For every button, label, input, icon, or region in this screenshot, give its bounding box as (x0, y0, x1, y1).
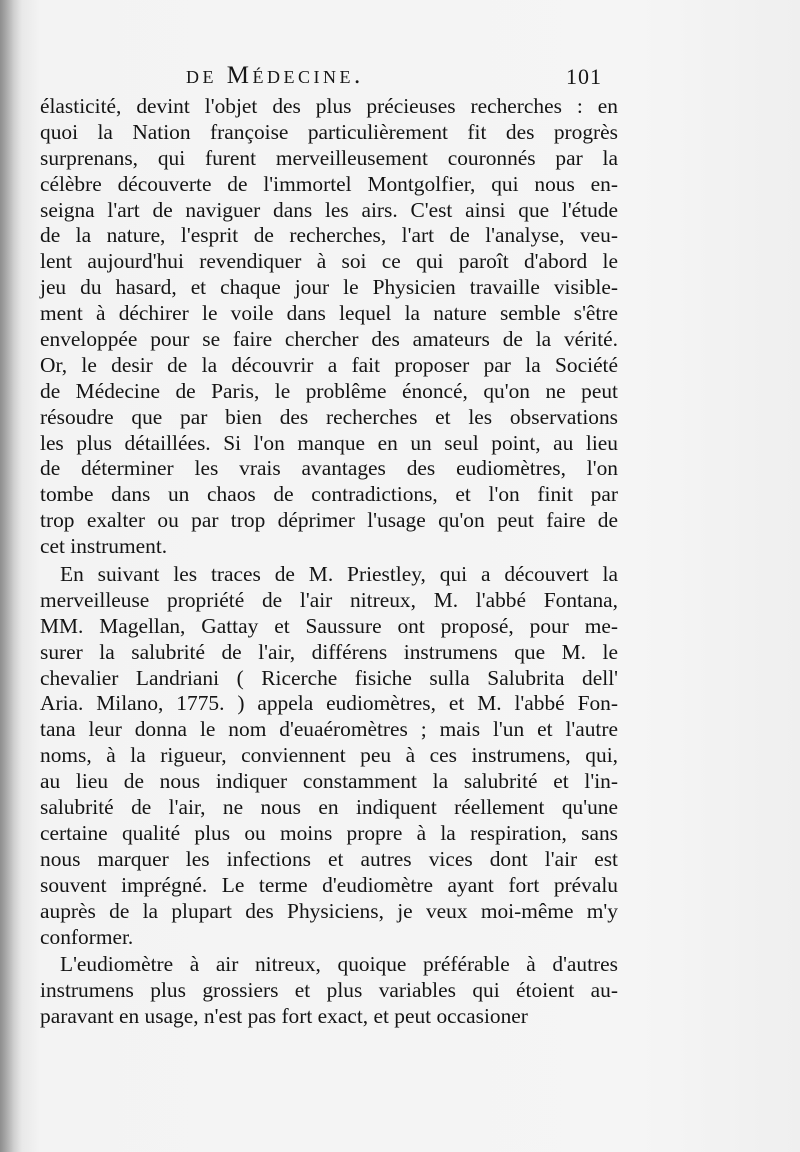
text-line: Or, le desir de la découvrir a fait proposer par la Société (40, 352, 618, 377)
paragraph (40, 94, 618, 560)
text-line: cet instrument. (40, 534, 168, 559)
text-line: enveloppée pour se faire chercher des amateurs de la vérité. (40, 327, 618, 352)
text-line: quoi la Nation françoise particulièrement fit des progrès (40, 119, 618, 144)
text-line: tombe dans un chaos de contradictions, et l'on finit par (40, 482, 618, 507)
text-line: lent aujourd'hui revendiquer à soi ce qui paroît d'abord le (40, 249, 618, 274)
text-line: surer la salubrité de l'air, différens instrumens que M. le (40, 639, 618, 664)
text-line: ment à déchirer le voile dans lequel la nature semble s'être (40, 301, 618, 326)
text-line: trop exalter ou par trop déprimer l'usage qu'on peut faire de (40, 508, 618, 533)
text-line: merveilleuse propriété de l'air nitreux, M. l'abbé Fontana, (40, 587, 618, 612)
text-line: souvent imprégné. Le terme d'eudiomètre ayant fort prévalu (40, 872, 618, 897)
text-line: En suivant les traces de M. Priestley, qui a découvert la (60, 562, 618, 587)
paragraph (40, 952, 618, 1030)
text-line: instrumens plus grossiers et plus variables qui étoient au- (40, 978, 618, 1003)
text-line: élasticité, devint l'objet des plus précieuses recherches : en (40, 94, 618, 118)
text-line: nous marquer les infections et autres vices dont l'air est (40, 846, 618, 871)
text-line: les plus détaillées. Si l'on manque en un seul point, au lieu (40, 430, 618, 455)
running-title: de Médecine. (186, 62, 364, 89)
text-line: noms, à la rigueur, conviennent peu à ces instrumens, qui, (40, 743, 618, 768)
text-line: L'eudiomètre à air nitreux, quoique préférable à d'autres (60, 952, 618, 977)
page-header (150, 60, 600, 94)
text-line: célèbre découverte de l'immortel Montgolfier, qui nous en- (40, 171, 618, 196)
text-line: paravant en usage, n'est pas fort exact, et peut occasioner (40, 1004, 528, 1029)
text-line: seigna l'art de naviguer dans les airs. C'est ainsi que l'étude (40, 197, 618, 222)
text-line: jeu du hasard, et chaque jour le Physicien travaille visible- (40, 275, 618, 300)
text-line: auprès de la plupart des Physiciens, je veux moi-même m'y (40, 898, 618, 923)
text-line: de la nature, l'esprit de recherches, l'art de l'analyse, veu- (40, 223, 618, 248)
text-line: au lieu de nous indiquer constamment la salubrité et l'in- (40, 769, 618, 794)
text-line: surprenans, qui furent merveilleusement couronnés par la (40, 145, 618, 170)
text-line: Aria. Milano, 1775. ) appela eudiomètres, et M. l'abbé Fon- (40, 691, 618, 716)
text-line: tana leur donna le nom d'euaéromètres ; mais l'un et l'autre (40, 717, 618, 742)
text-line: certaine qualité plus ou moins propre à la respiration, sans (40, 820, 618, 845)
text-line: résoudre que par bien des recherches et les observations (40, 404, 618, 429)
body-text (40, 94, 618, 1030)
text-line: MM. Magellan, Gattay et Saussure ont proposé, pour me- (40, 613, 618, 638)
text-line: conformer. (40, 924, 134, 949)
text-line: de Médecine de Paris, le problême énoncé, qu'on ne peut (40, 378, 618, 403)
text-line: de déterminer les vrais avantages des eudiomètres, l'on (40, 456, 618, 481)
text-line: chevalier Landriani ( Ricerche fisiche sulla Salubrita dell' (40, 665, 618, 690)
paragraph (40, 562, 618, 950)
page-number: 101 (566, 64, 602, 89)
text-line: salubrité de l'air, ne nous en indiquent réellement qu'une (40, 795, 618, 820)
